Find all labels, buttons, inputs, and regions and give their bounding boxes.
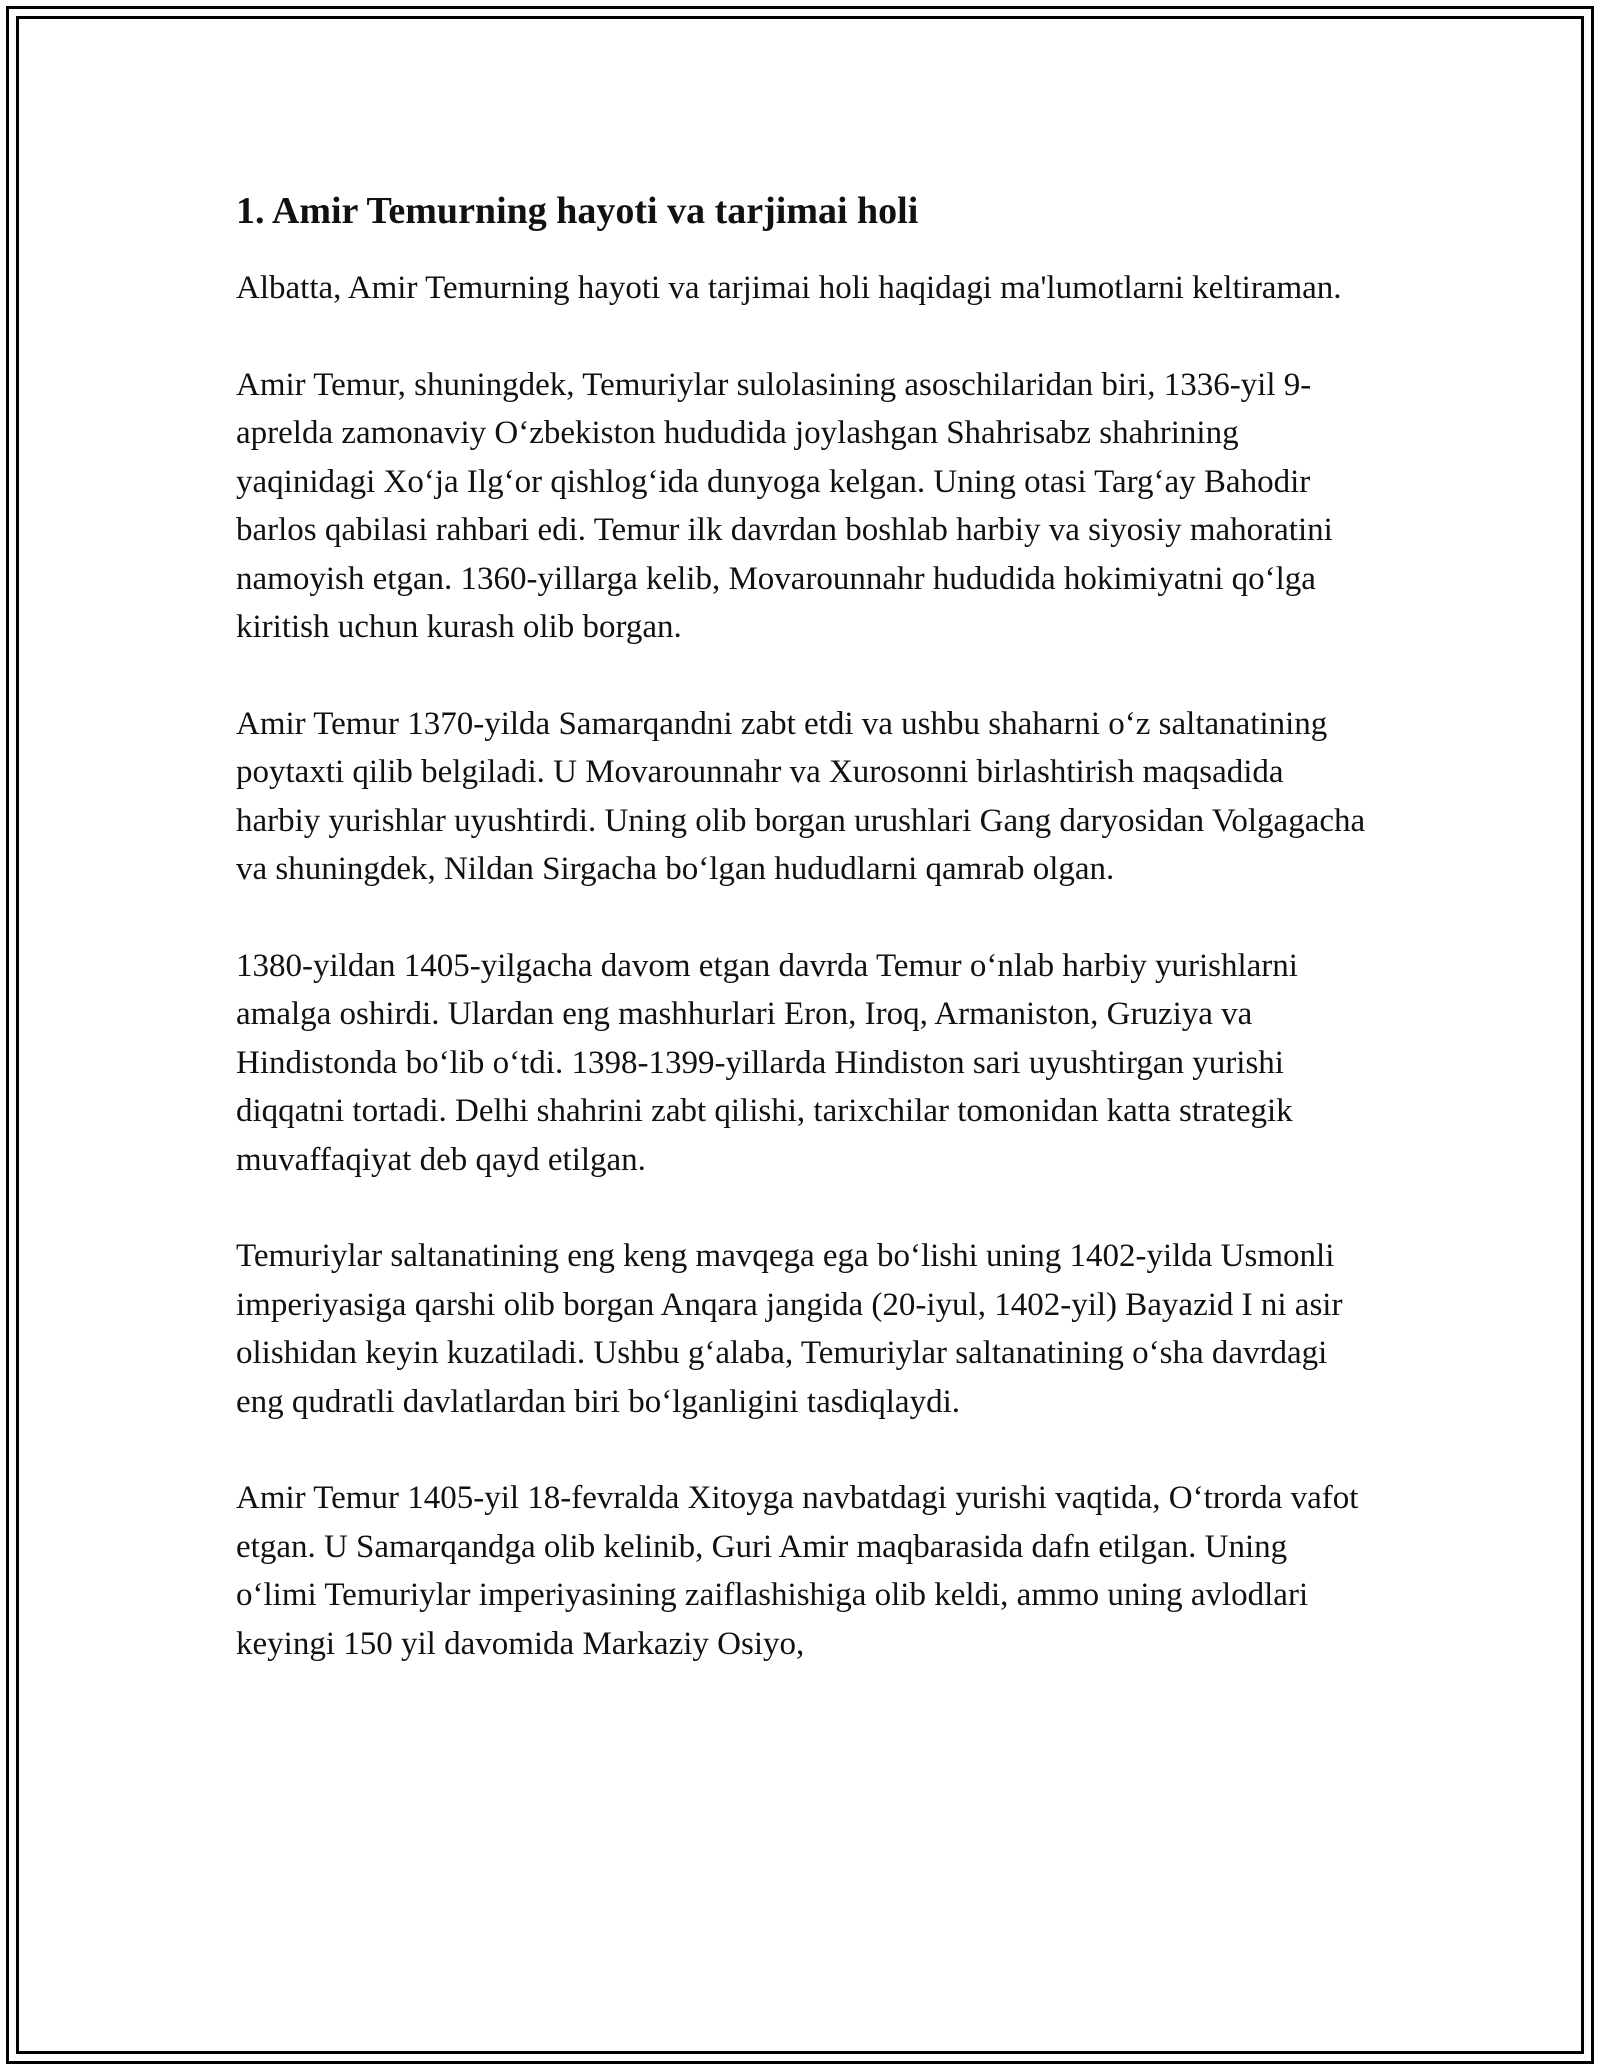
paragraph-ankara: Temuriylar saltanatining eng keng mavqega ega bo‘lishi uning 1402-yilda Usmonli imperiyasiga qarshi olib borgan Anqara jangida (20-iyul, 1402-yil) Bayazid I ni asir olishidan keyin kuzatiladi. Ushbu g‘alaba, Temuriylar saltanatining o‘sha davrdagi eng qudratli davlatlardan biri bo‘lganligini tasdiqlaydi. [236, 1238, 1343, 1420]
paragraph-intro: Albatta, Amir Temurning hayoti va tarjimai holi haqidagi ma'lumotlarni keltiraman. [236, 270, 1342, 306]
paragraph-death: Amir Temur 1405-yil 18-fevralda Xitoyga navbatdagi yurishi vaqtida, O‘trorda vafot etgan. U Samarqandga olib kelinib, Guri Amir maqbarasida dafn etilgan. Uning o‘limi Temuriylar imperiyasining zaiflashishiga olib keldi, ammo uning avlodlari keyingi 150 yil davomida Markaziy Osiyo, [236, 1480, 1359, 1662]
paragraph-campaigns: 1380-yildan 1405-yilgacha davom etgan davrda Temur o‘nlab harbiy yurishlarni amalga oshirdi. Ulardan eng mashhurlari Eron, Iroq, Armaniston, Gruziya va Hindistonda bo‘lib o‘tdi. 1398-1399-yillarda Hindiston sari uyushtirgan yurishi diqqatni tortadi. Delhi shahrini zabt qilishi, tarixchilar tomonidan katta strategik muvaffaqiyat deb qayd etilgan. [236, 947, 1298, 1178]
paragraph-samarkand: Amir Temur 1370-yilda Samarqandni zabt etdi va ushbu shaharni o‘z saltanatining poytaxti qilib belgiladi. U Movarounnahr va Xurosonni birlashtirish maqsadida harbiy yurishlar uyushtirdi. Uning olib borgan urushlari Gang daryosidan Volgagacha va shuningdek, Nildan Sirgacha bo‘lgan hududlarni qamrab olgan. [236, 705, 1366, 887]
section-heading: 1. Amir Temurning hayoti va tarjimai holi [236, 190, 919, 232]
paragraph-early-life: Amir Temur, shuningdek, Temuriylar sulolasining asoschilaridan biri, 1336-yil 9-aprelda zamonaviy O‘zbekiston hududida joylashgan Shahrisabz shahrining yaqinidagi Xo‘ja Ilg‘or qishlog‘ida dunyoga kelgan. Uning otasi Targ‘ay Bahodir barlos qabilasi rahbari edi. Temur ilk davrdan boshlab harbiy va siyosiy mahoratini namoyish etgan. 1360-yillarga kelib, Movarounnahr hududida hokimiyatni qo‘lga kiritish uchun kurash olib borgan. [236, 366, 1333, 645]
document-page [236, 186, 1376, 1716]
